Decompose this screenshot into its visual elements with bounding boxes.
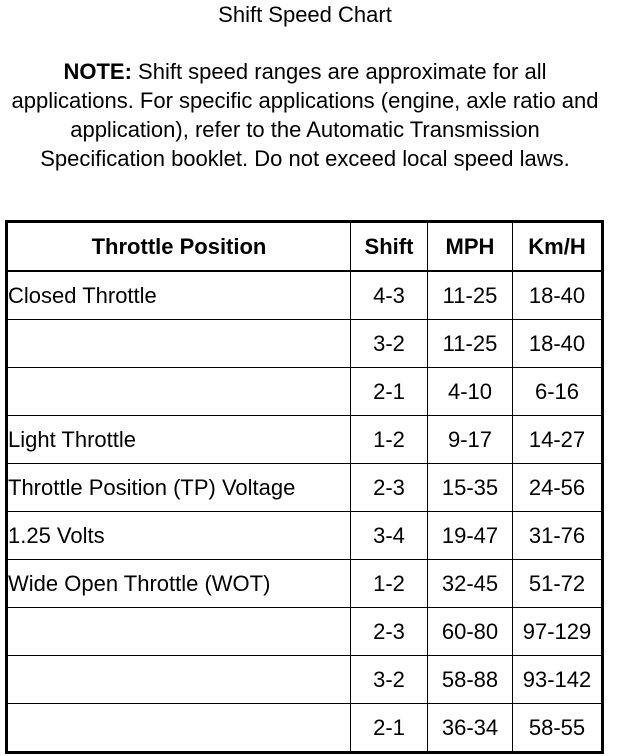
cell-position: Closed Throttle bbox=[7, 271, 351, 320]
cell-shift: 2-1 bbox=[351, 704, 428, 753]
cell-shift: 2-3 bbox=[351, 608, 428, 656]
cell-position: 1.25 Volts bbox=[7, 512, 351, 560]
cell-kmh: 24-56 bbox=[513, 464, 603, 512]
table-row bbox=[7, 320, 603, 368]
cell-shift: 3-4 bbox=[351, 512, 428, 560]
cell-position bbox=[7, 320, 351, 368]
cell-mph: 36-34 bbox=[428, 704, 513, 753]
cell-mph: 9-17 bbox=[428, 416, 513, 464]
cell-kmh: 51-72 bbox=[513, 560, 603, 608]
header-mph: MPH bbox=[428, 222, 513, 272]
page-title: Shift Speed Chart bbox=[218, 2, 392, 27]
cell-kmh: 6-16 bbox=[513, 368, 603, 416]
note-label: NOTE: bbox=[63, 59, 132, 84]
cell-mph: 11-25 bbox=[428, 320, 513, 368]
table-row bbox=[7, 512, 603, 560]
cell-shift: 2-3 bbox=[351, 464, 428, 512]
cell-kmh: 14-27 bbox=[513, 416, 603, 464]
table-row bbox=[7, 608, 603, 656]
cell-position: Throttle Position (TP) Voltage bbox=[7, 464, 351, 512]
table-header-row bbox=[7, 222, 603, 272]
table-row bbox=[7, 368, 603, 416]
cell-kmh: 18-40 bbox=[513, 320, 603, 368]
cell-shift: 1-2 bbox=[351, 560, 428, 608]
cell-kmh: 58-55 bbox=[513, 704, 603, 753]
cell-kmh: 93-142 bbox=[513, 656, 603, 704]
table-row bbox=[7, 560, 603, 608]
cell-mph: 4-10 bbox=[428, 368, 513, 416]
cell-kmh: 31-76 bbox=[513, 512, 603, 560]
cell-mph: 60-80 bbox=[428, 608, 513, 656]
cell-position bbox=[7, 656, 351, 704]
note-paragraph bbox=[8, 57, 602, 173]
cell-shift: 3-2 bbox=[351, 320, 428, 368]
cell-position bbox=[7, 704, 351, 753]
header-kmh: Km/H bbox=[513, 222, 603, 272]
table-row bbox=[7, 656, 603, 704]
cell-shift: 1-2 bbox=[351, 416, 428, 464]
shift-speed-table bbox=[5, 220, 604, 754]
cell-kmh: 97-129 bbox=[513, 608, 603, 656]
header-shift: Shift bbox=[351, 222, 428, 272]
header-throttle-position: Throttle Position bbox=[7, 222, 351, 272]
cell-shift: 3-2 bbox=[351, 656, 428, 704]
table-row bbox=[7, 271, 603, 320]
note-text: Shift speed ranges are approximate for all applications. For specific applications (engine, axle ratio and application), refer to the Automatic Transmission Specification booklet. Do not exceed local speed laws. bbox=[11, 59, 599, 171]
cell-mph: 15-35 bbox=[428, 464, 513, 512]
cell-mph: 19-47 bbox=[428, 512, 513, 560]
cell-shift: 2-1 bbox=[351, 368, 428, 416]
cell-position bbox=[7, 368, 351, 416]
table-row bbox=[7, 416, 603, 464]
table-row bbox=[7, 464, 603, 512]
cell-mph: 58-88 bbox=[428, 656, 513, 704]
cell-position bbox=[7, 608, 351, 656]
table-row bbox=[7, 704, 603, 753]
cell-position: Light Throttle bbox=[7, 416, 351, 464]
cell-mph: 32-45 bbox=[428, 560, 513, 608]
cell-mph: 11-25 bbox=[428, 271, 513, 320]
cell-kmh: 18-40 bbox=[513, 271, 603, 320]
cell-shift: 4-3 bbox=[351, 271, 428, 320]
cell-position: Wide Open Throttle (WOT) bbox=[7, 560, 351, 608]
